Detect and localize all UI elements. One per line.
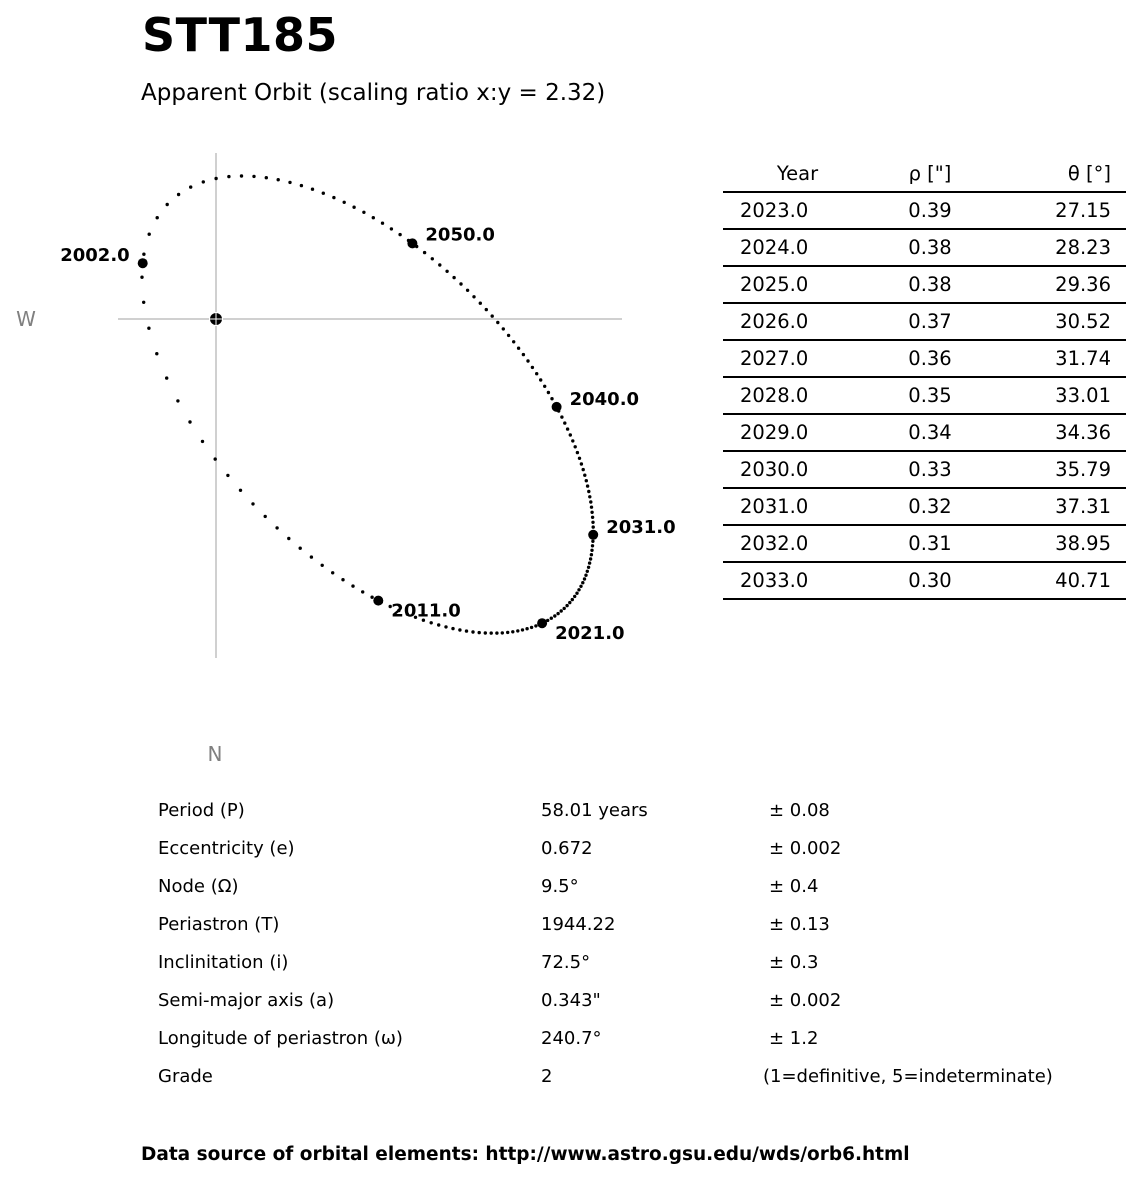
orbit-dot — [189, 185, 192, 188]
orbit-dot — [531, 366, 534, 369]
orbit-dot — [591, 516, 594, 519]
element-row-semi-major-axis — [158, 986, 1118, 1024]
orbit-dot — [590, 553, 593, 556]
orbit-dot — [587, 490, 590, 493]
orbit-dot — [155, 352, 158, 355]
element-error: ± 0.002 — [769, 990, 842, 1011]
data-source-footer: Data source of orbital elements: http://www.astro.gsu.edu/wds/orb6.html — [141, 1144, 910, 1165]
orbit-dot — [565, 604, 568, 607]
orbit-dot — [573, 595, 576, 598]
orbit-dot — [431, 257, 434, 260]
orbit-dot — [522, 353, 525, 356]
table-row — [723, 451, 1126, 488]
orbit-dot — [588, 561, 591, 564]
element-error: ± 0.4 — [769, 876, 819, 897]
orbit-dot — [300, 184, 303, 187]
orbit-dot — [485, 308, 488, 311]
table-row — [723, 340, 1126, 377]
orbit-dot — [332, 196, 335, 199]
cell-theta: 33.01 — [1000, 377, 1126, 414]
cell-theta: 30.52 — [1000, 303, 1126, 340]
cell-theta: 35.79 — [1000, 451, 1126, 488]
orbit-dot — [496, 321, 499, 324]
cell-rho: 0.30 — [860, 562, 1000, 599]
element-note: (1=definitive, 5=indeterminate) — [763, 1066, 1053, 1087]
element-value: 9.5° — [541, 876, 579, 897]
cell-year: 2030.0 — [723, 451, 860, 488]
orbit-dot — [584, 574, 587, 577]
orbit-dot — [240, 174, 243, 177]
orbit-dot — [507, 334, 510, 337]
orbit-dot — [321, 564, 324, 567]
orbit-dot — [512, 340, 515, 343]
col-header-theta: θ [°] — [1000, 155, 1126, 192]
orbit-dot — [142, 301, 145, 304]
orbit-dot — [202, 180, 205, 183]
orbit-dot — [458, 628, 461, 631]
orbit-dot — [214, 177, 217, 180]
element-name: Period (P) — [158, 800, 245, 821]
orbit-dot — [287, 537, 290, 540]
epoch-marker — [138, 258, 148, 268]
orbit-dot — [592, 525, 595, 528]
orbit-dot — [423, 251, 426, 254]
orbit-dot — [550, 617, 553, 620]
cell-theta: 29.36 — [1000, 266, 1126, 303]
orbit-dot — [465, 629, 468, 632]
orbit-dot — [534, 624, 537, 627]
orbit-dot — [566, 427, 569, 430]
orbit-dot — [495, 631, 498, 634]
col-header-rho: ρ ["] — [860, 155, 1000, 192]
orbit-dot — [516, 629, 519, 632]
orbital-elements-list — [158, 796, 1118, 1100]
orbit-dot — [311, 188, 314, 191]
orbit-dot — [140, 276, 143, 279]
element-value: 1944.22 — [541, 914, 616, 935]
orbit-dot — [201, 440, 204, 443]
cell-theta: 38.95 — [1000, 525, 1126, 562]
element-row-grade — [158, 1062, 1118, 1100]
element-row-node — [158, 872, 1118, 910]
orbit-dot — [543, 385, 546, 388]
orbit-dot — [372, 216, 375, 219]
orbit-dot — [430, 621, 433, 624]
orbit-dot — [547, 391, 550, 394]
orbit-dot — [591, 544, 594, 547]
element-error: ± 0.13 — [769, 914, 830, 935]
orbit-dot — [176, 399, 179, 402]
element-name: Node (Ω) — [158, 876, 239, 897]
orbit-dot — [589, 500, 592, 503]
orbit-dot — [530, 626, 533, 629]
orbit-dot — [352, 206, 355, 209]
orbit-dot — [590, 511, 593, 514]
orbit-dot — [578, 457, 581, 460]
orbit-dot — [288, 181, 291, 184]
table-row — [723, 488, 1126, 525]
cell-rho: 0.38 — [860, 266, 1000, 303]
epoch-marker — [373, 596, 383, 606]
orbit-dot — [437, 623, 440, 626]
epoch-label: 2031.0 — [606, 516, 676, 538]
orbit-dot — [576, 451, 579, 454]
ephemeris-header-row — [723, 155, 1126, 192]
element-error: ± 1.2 — [769, 1028, 819, 1049]
epoch-marker — [537, 618, 547, 628]
element-row-periastron — [158, 910, 1118, 948]
cell-rho: 0.31 — [860, 525, 1000, 562]
orbit-dot — [535, 372, 538, 375]
table-row — [723, 525, 1126, 562]
epoch-marker — [588, 530, 598, 540]
cell-theta: 40.71 — [1000, 562, 1126, 599]
cell-year: 2028.0 — [723, 377, 860, 414]
cell-rho: 0.37 — [860, 303, 1000, 340]
page-title: STT185 — [142, 8, 338, 62]
orbit-dot — [381, 222, 384, 225]
element-name: Longitude of periastron (ω) — [158, 1028, 403, 1049]
cell-year: 2027.0 — [723, 340, 860, 377]
orbit-dot — [521, 628, 524, 631]
orbit-dot — [586, 484, 589, 487]
element-name: Grade — [158, 1066, 213, 1087]
table-row — [723, 303, 1126, 340]
orbit-dot — [147, 327, 150, 330]
orbit-dot — [590, 506, 593, 509]
orbit-dot — [583, 577, 586, 580]
element-row-omega — [158, 1024, 1118, 1062]
orbit-dot — [445, 270, 448, 273]
orbit-dot — [471, 630, 474, 633]
orbit-dot — [589, 557, 592, 560]
epoch-label: 2021.0 — [555, 623, 625, 645]
orbit-dot — [581, 581, 584, 584]
element-value: 0.343" — [541, 990, 601, 1011]
element-row-eccentricity — [158, 834, 1118, 872]
table-row — [723, 192, 1126, 229]
orbit-dot — [156, 216, 159, 219]
cell-year: 2025.0 — [723, 266, 860, 303]
cell-theta: 28.23 — [1000, 229, 1126, 266]
orbit-dot — [322, 192, 325, 195]
ephemeris-table — [723, 155, 1126, 600]
element-name: Periastron (T) — [158, 914, 280, 935]
element-error: ± 0.08 — [769, 800, 830, 821]
orbit-dot — [166, 203, 169, 206]
orbit-dot — [577, 588, 580, 591]
cell-theta: 34.36 — [1000, 414, 1126, 451]
orbit-dot — [452, 276, 455, 279]
cell-year: 2032.0 — [723, 525, 860, 562]
cell-rho: 0.34 — [860, 414, 1000, 451]
orbit-dot — [390, 227, 393, 230]
orbit-dot — [148, 233, 151, 236]
orbit-dot — [586, 570, 589, 573]
cell-theta: 27.15 — [1000, 192, 1126, 229]
cell-year: 2029.0 — [723, 414, 860, 451]
element-name: Inclinitation (i) — [158, 952, 289, 973]
orbit-dot — [553, 614, 556, 617]
orbit-dot — [142, 253, 145, 256]
orbit-dot — [550, 397, 553, 400]
orbit-dot — [466, 289, 469, 292]
cell-year: 2023.0 — [723, 192, 860, 229]
orbit-dot — [351, 584, 354, 587]
orbit-dot — [583, 474, 586, 477]
table-row — [723, 562, 1126, 599]
orbit-dot — [265, 176, 268, 179]
orbit-dot — [590, 549, 593, 552]
epoch-marker — [552, 402, 562, 412]
orbit-dot — [571, 439, 574, 442]
orbit-dot — [571, 598, 574, 601]
orbit-dot — [591, 540, 594, 543]
epoch-label: 2050.0 — [425, 224, 495, 246]
orbit-dot — [568, 601, 571, 604]
orbit-dot — [588, 495, 591, 498]
element-name: Semi-major axis (a) — [158, 990, 335, 1011]
cell-rho: 0.32 — [860, 488, 1000, 525]
orbit-dot — [569, 433, 572, 436]
element-value: 240.7° — [541, 1028, 602, 1049]
chart-subtitle: Apparent Orbit (scaling ratio x:y = 2.32) — [141, 80, 606, 106]
orbit-dot — [579, 585, 582, 588]
orbit-dot — [264, 515, 267, 518]
orbit-dot — [574, 445, 577, 448]
cell-rho: 0.36 — [860, 340, 1000, 377]
cell-rho: 0.39 — [860, 192, 1000, 229]
orbit-dot — [587, 566, 590, 569]
element-value: 58.01 years — [541, 800, 648, 821]
cell-theta: 31.74 — [1000, 340, 1126, 377]
cell-year: 2033.0 — [723, 562, 860, 599]
orbit-dot — [252, 175, 255, 178]
col-header-year: Year — [723, 155, 860, 192]
orbit-dot — [591, 521, 594, 524]
orbit-dot — [501, 631, 504, 634]
orbit-dot — [472, 295, 475, 298]
orbit-dot — [502, 327, 505, 330]
orbit-dot — [226, 474, 229, 477]
orbit-dot — [177, 193, 180, 196]
epoch-marker — [407, 238, 417, 248]
orbit-dot — [511, 630, 514, 633]
orbit-dot — [580, 462, 583, 465]
orbit-dot — [585, 479, 588, 482]
cell-year: 2026.0 — [723, 303, 860, 340]
orbit-dot — [582, 468, 585, 471]
orbit-dot — [165, 376, 168, 379]
orbit-dot — [478, 631, 481, 634]
orbit-dot — [525, 627, 528, 630]
orbit-dot — [331, 571, 334, 574]
orbit-dot — [362, 211, 365, 214]
orbit-dot — [214, 457, 217, 460]
cell-year: 2024.0 — [723, 229, 860, 266]
element-error: ± 0.3 — [769, 952, 819, 973]
epoch-label: 2002.0 — [60, 245, 130, 267]
orbit-dot — [479, 302, 482, 305]
orbit-dot — [239, 489, 242, 492]
orbit-dot — [539, 378, 542, 381]
orbit-dot — [277, 178, 280, 181]
orbit-dot — [560, 415, 563, 418]
north-axis-label: N — [207, 742, 223, 766]
orbit-dot — [517, 347, 520, 350]
table-row — [723, 229, 1126, 266]
orbit-dot — [575, 592, 578, 595]
cell-theta: 37.31 — [1000, 488, 1126, 525]
table-row — [723, 266, 1126, 303]
orbit-dot — [451, 627, 454, 630]
element-value: 72.5° — [541, 952, 591, 973]
orbit-dot — [444, 625, 447, 628]
orbit-dot — [490, 631, 493, 634]
cell-rho: 0.33 — [860, 451, 1000, 488]
element-value: 2 — [541, 1066, 553, 1087]
orbit-dot — [491, 314, 494, 317]
orbit-dot — [438, 263, 441, 266]
orbit-dot — [370, 596, 373, 599]
element-error: ± 0.002 — [769, 838, 842, 859]
cell-rho: 0.38 — [860, 229, 1000, 266]
orbit-dot — [563, 607, 566, 610]
orbit-dot — [506, 631, 509, 634]
orbit-dot — [526, 359, 529, 362]
orbit-dot — [251, 502, 254, 505]
orbit-dot — [459, 282, 462, 285]
orbit-dot — [299, 547, 302, 550]
west-axis-label: W — [16, 307, 36, 331]
orbit-dot — [563, 421, 566, 424]
orbit-dots — [140, 174, 595, 635]
cell-year: 2031.0 — [723, 488, 860, 525]
element-value: 0.672 — [541, 838, 593, 859]
orbit-dot — [310, 555, 313, 558]
orbit-dot — [361, 590, 364, 593]
table-row — [723, 377, 1126, 414]
epoch-label: 2040.0 — [569, 388, 640, 410]
orbit-dot — [484, 631, 487, 634]
table-row — [723, 414, 1126, 451]
orbit-dot — [341, 578, 344, 581]
cell-rho: 0.35 — [860, 377, 1000, 414]
orbit-dot — [343, 201, 346, 204]
element-row-period — [158, 796, 1118, 834]
orbit-dot — [227, 175, 230, 178]
orbit-dot — [275, 526, 278, 529]
epoch-label: 2011.0 — [391, 600, 461, 622]
element-row-inclination — [158, 948, 1118, 986]
orbit-dot — [398, 233, 401, 236]
orbit-dot — [560, 609, 563, 612]
orbit-dot — [188, 420, 191, 423]
element-name: Eccentricity (e) — [158, 838, 295, 859]
orbit-dot — [556, 612, 559, 615]
